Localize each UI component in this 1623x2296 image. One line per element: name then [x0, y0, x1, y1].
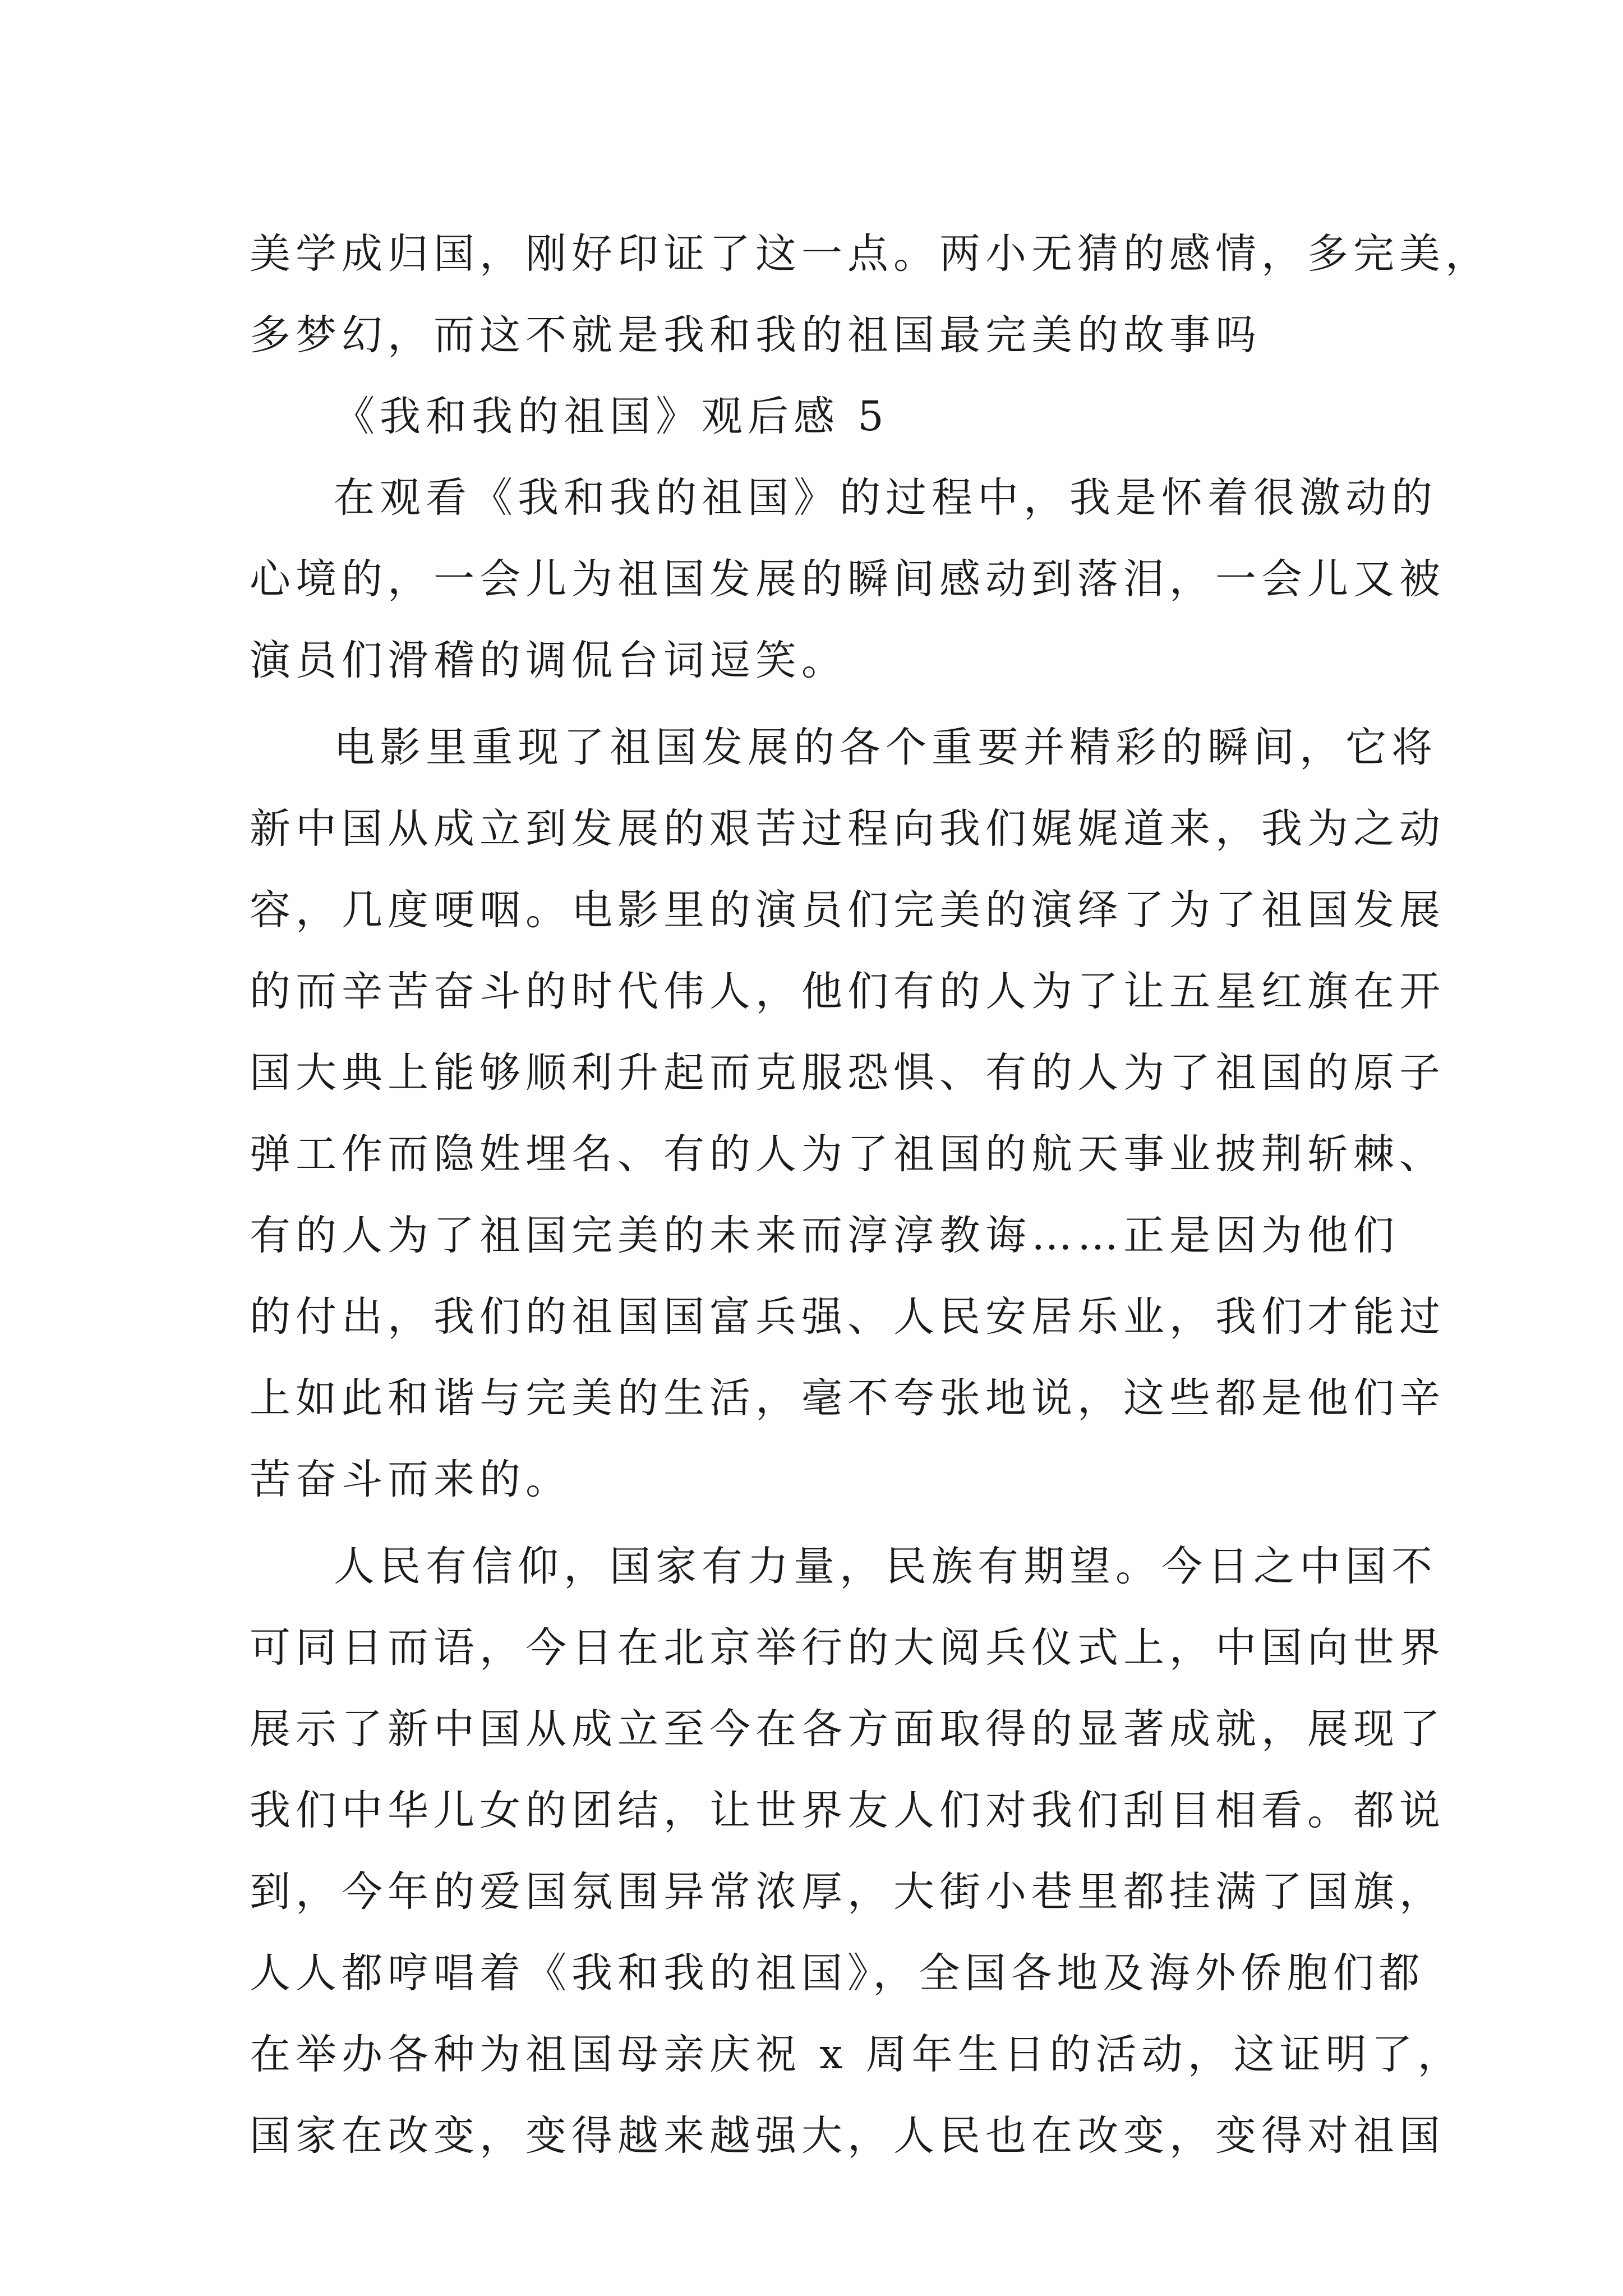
paragraph-2 — [250, 707, 1445, 1520]
text-line: 国家在改变，变得越来越强大，人民也在改变，变得对祖国 — [250, 2112, 1445, 2160]
text-line: 上如此和谐与完美的生活，毫不夸张地说，这些都是他们辛 — [250, 1374, 1445, 1422]
text-line: 展示了新中国从成立至今在各方面取得的显著成就，展现了 — [250, 1705, 1445, 1753]
text-line: 有的人为了祖国完美的未来而淳淳教诲……正是因为他们 — [250, 1212, 1399, 1259]
section-heading — [250, 376, 1374, 457]
text-line: 苦奋斗而来的。 — [250, 1456, 571, 1503]
text-line: 在举办各种为祖国母亲庆祝 x 周年生日的活动，这证明了， — [250, 2031, 1464, 2078]
intro-paragraph — [250, 213, 1491, 376]
text-line: 心境的，一会儿为祖国发展的瞬间感动到落泪，一会儿又被 — [250, 555, 1445, 603]
text-line: 多梦幻，而这不就是我和我的祖国最完美的故事吗 — [250, 311, 1261, 359]
text-line: 到，今年的爱国氛围异常浓厚，大街小巷里都挂满了国旗， — [250, 1868, 1445, 1916]
text-line: 美学成归国，刚好印证了这一点。两小无猜的感情，多完美， — [250, 230, 1491, 278]
text-line: 容，几度哽咽。电影里的演员们完美的演绎了为了祖国发展 — [250, 886, 1445, 934]
text-line: 国大典上能够顺利升起而克服恐惧、有的人为了祖国的原子 — [250, 1049, 1445, 1097]
text-line: 新中国从成立到发展的艰苦过程向我们娓娓道来，我为之动 — [250, 805, 1445, 853]
text-line: 人民有信仰，国家有力量，民族有期望。今日之中国不 — [334, 1543, 1437, 1590]
paragraph-3 — [250, 1526, 1464, 2177]
text-line: 的而辛苦奋斗的时代伟人，他们有的人为了让五星红旗在开 — [250, 968, 1445, 1015]
text-line: 的付出，我们的祖国国富兵强、人民安居乐业，我们才能过 — [250, 1293, 1445, 1341]
heading-text: 《我和我的祖国》观后感 5 — [334, 393, 889, 440]
paragraph-1 — [250, 457, 1445, 701]
text-line: 弹工作而隐姓埋名、有的人为了祖国的航天事业披荆斩棘、 — [250, 1130, 1445, 1178]
text-line: 电影里重现了祖国发展的各个重要并精彩的瞬间，它将 — [334, 724, 1437, 771]
text-line: 演员们滑稽的调侃台词逗笑。 — [250, 637, 847, 684]
text-line: 我们中华儿女的团结，让世界友人们对我们刮目相看。都说 — [250, 1787, 1445, 1834]
document-body — [250, 213, 1491, 2177]
text-line: 人人都哼唱着《我和我的祖国》，全国各地及海外侨胞们都 — [250, 1949, 1425, 1997]
text-line: 可同日而语，今日在北京举行的大阅兵仪式上，中国向世界 — [250, 1624, 1445, 1672]
text-line: 在观看《我和我的祖国》的过程中，我是怀着很激动的 — [334, 474, 1437, 522]
